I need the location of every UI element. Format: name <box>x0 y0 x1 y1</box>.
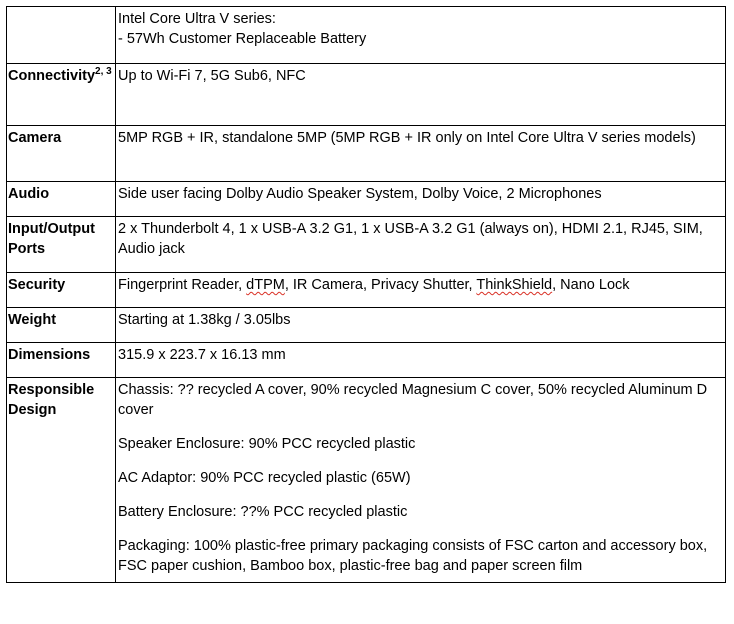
table-row <box>7 378 726 583</box>
connectivity-label-text: Connectivity <box>8 68 96 84</box>
security-value <box>116 273 726 308</box>
audio-value: Side user facing Dolby Audio Speaker System, Dolby Voice, 2 Microphones <box>116 182 726 217</box>
battery-label <box>7 7 116 64</box>
ports-label: Input/Output Ports <box>7 217 116 273</box>
footnote-marker: 2, 3 <box>95 66 112 78</box>
weight-label: Weight <box>7 308 116 343</box>
audio-label: Audio <box>7 182 116 217</box>
security-text: , Nano Lock <box>552 277 630 293</box>
camera-value: 5MP RGB + IR, standalone 5MP (5MP RGB + IR only on Intel Core Ultra V series models) <box>116 126 726 182</box>
responsible-paragraph: Packaging: 100% plastic-free primary packaging consists of FSC carton and accessory box, FSC paper cushion, Bamboo box, plastic-free bag and paper screen film <box>118 538 708 574</box>
dimensions-value: 315.9 x 223.7 x 16.13 mm <box>116 343 726 378</box>
connectivity-label <box>7 64 116 126</box>
spec-table <box>6 6 726 583</box>
table-row <box>7 64 726 126</box>
responsible-paragraph: AC Adaptor: 90% PCC recycled plastic (65W) <box>118 470 411 486</box>
table-row <box>7 7 726 64</box>
responsible-value <box>116 378 726 583</box>
battery-line: Intel Core Ultra V series: <box>118 11 276 27</box>
connectivity-value: Up to Wi-Fi 7, 5G Sub6, NFC <box>116 64 726 126</box>
dimensions-label: Dimensions <box>7 343 116 378</box>
table-row <box>7 308 726 343</box>
table-row <box>7 182 726 217</box>
table-row <box>7 126 726 182</box>
battery-line: - 57Wh Customer Replaceable Battery <box>118 31 367 47</box>
security-term: ThinkShield <box>476 277 553 293</box>
weight-value: Starting at 1.38kg / 3.05lbs <box>116 308 726 343</box>
responsible-paragraph: Speaker Enclosure: 90% PCC recycled plastic <box>118 436 416 452</box>
responsible-paragraph: Chassis: ?? recycled A cover, 90% recycled Magnesium C cover, 50% recycled Aluminum D cover <box>118 382 708 418</box>
table-row <box>7 273 726 308</box>
table-row <box>7 343 726 378</box>
security-term: dTPM <box>246 277 285 293</box>
responsible-label: Responsible Design <box>7 378 116 583</box>
camera-label: Camera <box>7 126 116 182</box>
security-text: Fingerprint Reader, <box>118 277 247 293</box>
table-row <box>7 217 726 273</box>
responsible-paragraph: Battery Enclosure: ??% PCC recycled plastic <box>118 504 408 520</box>
battery-value <box>116 7 726 64</box>
security-label: Security <box>7 273 116 308</box>
security-text: , IR Camera, Privacy Shutter, <box>284 277 477 293</box>
ports-value: 2 x Thunderbolt 4, 1 x USB-A 3.2 G1, 1 x USB-A 3.2 G1 (always on), HDMI 2.1, RJ45, SIM, Audio jack <box>116 217 726 273</box>
